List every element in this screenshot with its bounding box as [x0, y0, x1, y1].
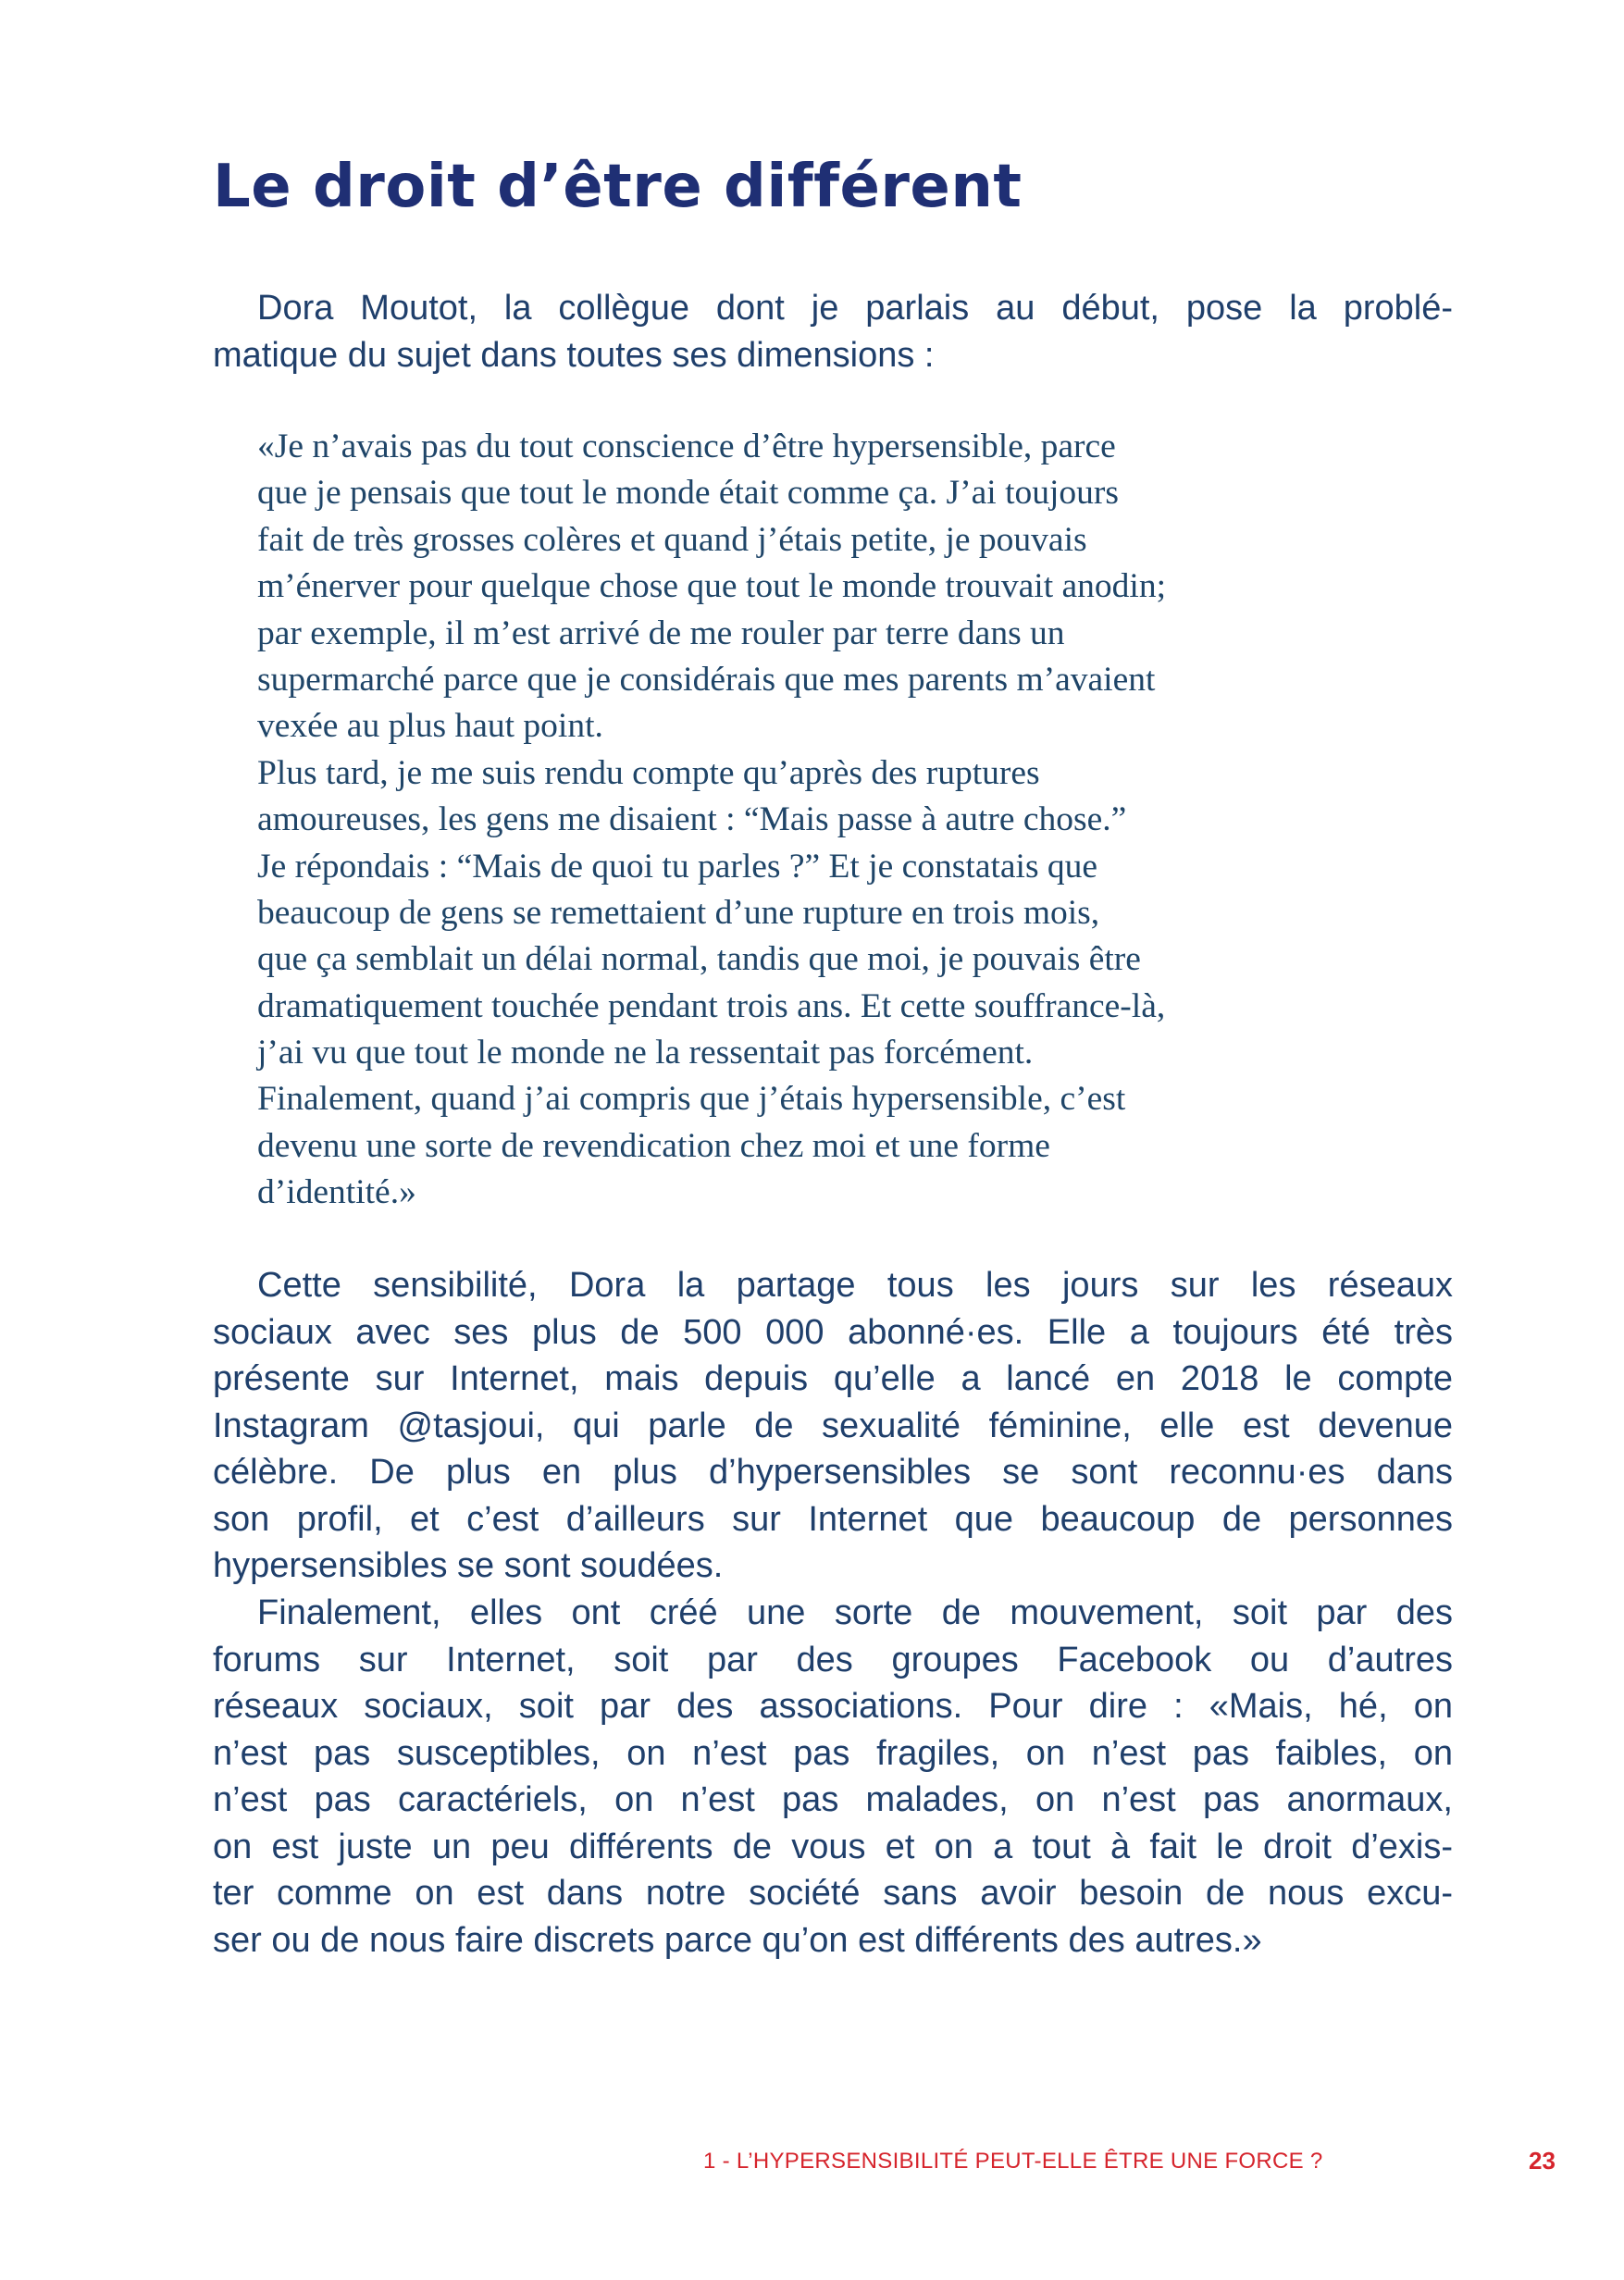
quote-line: d’identité.» — [257, 1173, 416, 1212]
text-line: forums sur Internet, soit par des groupes Facebook ou d’autres — [213, 1640, 1453, 1679]
quote-line: vexée au plus haut point. — [257, 707, 603, 746]
running-footer-section-title: 1 - L’HYPERSENSIBILITÉ PEUT-ELLE ÊTRE UNE FORCE ? — [703, 2149, 1323, 2174]
quote-line: supermarché parce que je considérais que mes parents m’avaient — [257, 660, 1156, 699]
text-line: n’est pas susceptibles, on n’est pas fragiles, on n’est pas faibles, on — [213, 1733, 1453, 1773]
text-line: sociaux avec ses plus de 500 000 abonné·es. Elle a toujours été très — [213, 1312, 1453, 1352]
quote-line: j’ai vu que tout le monde ne la ressentait pas forcément. — [257, 1034, 1034, 1072]
text-line: célèbre. De plus en plus d’hypersensibles se sont reconnu·es dans — [213, 1453, 1453, 1492]
section-title: Le droit d’être différent — [213, 153, 1023, 221]
quote-line: par exemple, il m’est arrivé de me rouler par terre dans un — [257, 613, 1065, 652]
quote-line: dramatiquement touchée pendant trois ans. Et cette souffrance-là, — [257, 986, 1166, 1025]
text-line: Instagram @tasjoui, qui parle de sexualité féminine, elle est devenue — [213, 1406, 1453, 1445]
text-line: ter comme on est dans notre société sans avoir besoin de nous excu- — [213, 1874, 1453, 1913]
text-line: on est juste un peu différents de vous et on a tout à fait le droit d’exis- — [213, 1827, 1453, 1866]
text-line: ser ou de nous faire discrets parce qu’on est différents des autres.» — [213, 1920, 1262, 1960]
quote-line: m’énerver pour quelque chose que tout le monde trouvait anodin; — [257, 567, 1166, 606]
text-line: présente sur Internet, mais depuis qu’elle a lancé en 2018 le compte — [213, 1359, 1453, 1398]
quote-line: «Je n’avais pas du tout conscience d’être hypersensible, parce — [257, 428, 1116, 465]
text-line: Cette sensibilité, Dora la partage tous les jours sur les réseaux — [257, 1266, 1453, 1305]
text-line: matique du sujet dans toutes ses dimensions : — [213, 335, 935, 375]
quote-line: Finalement, quand j’ai compris que j’étais hypersensible, c’est — [257, 1080, 1126, 1119]
quote-line: que je pensais que tout le monde était comme ça. J’ai toujours — [257, 474, 1119, 513]
quote-line: fait de très grosses colères et quand j’étais petite, je pouvais — [257, 520, 1087, 559]
text-line: Dora Moutot, la collègue dont je parlais au début, pose la problé- — [257, 289, 1453, 328]
quote-line: Plus tard, je me suis rendu compte qu’après des ruptures — [257, 753, 1040, 792]
page-number: 23 — [1529, 2147, 1556, 2175]
quote-line: beaucoup de gens se remettaient d’une rupture en trois mois, — [257, 893, 1100, 932]
text-line: Finalement, elles ont créé une sorte de mouvement, soit par des — [257, 1593, 1453, 1632]
quote-line: Je répondais : “Mais de quoi tu parles ?” Et je constatais que — [257, 847, 1098, 886]
quote-line: que ça semblait un délai normal, tandis que moi, je pouvais être — [257, 940, 1141, 979]
quote-line: devenu une sorte de revendication chez moi et une forme — [257, 1126, 1050, 1165]
intro-paragraph — [213, 285, 1453, 378]
quote-line: amoureuses, les gens me disaient : “Mais passe à autre chose.” — [257, 800, 1127, 839]
text-line: réseaux sociaux, soit par des associations. Pour dire : «Mais, hé, on — [213, 1687, 1453, 1726]
text-line: son profil, et c’est d’ailleurs sur Internet que beaucoup de personnes — [213, 1499, 1453, 1539]
body-paragraph-3 — [213, 1590, 1453, 1964]
text-line: hypersensibles se sont soudées. — [213, 1546, 724, 1585]
body-paragraph-2 — [213, 1262, 1453, 1590]
text-line: n’est pas caractériels, on n’est pas malades, on n’est pas anormaux, — [213, 1780, 1453, 1819]
block-quote — [257, 424, 1451, 1217]
